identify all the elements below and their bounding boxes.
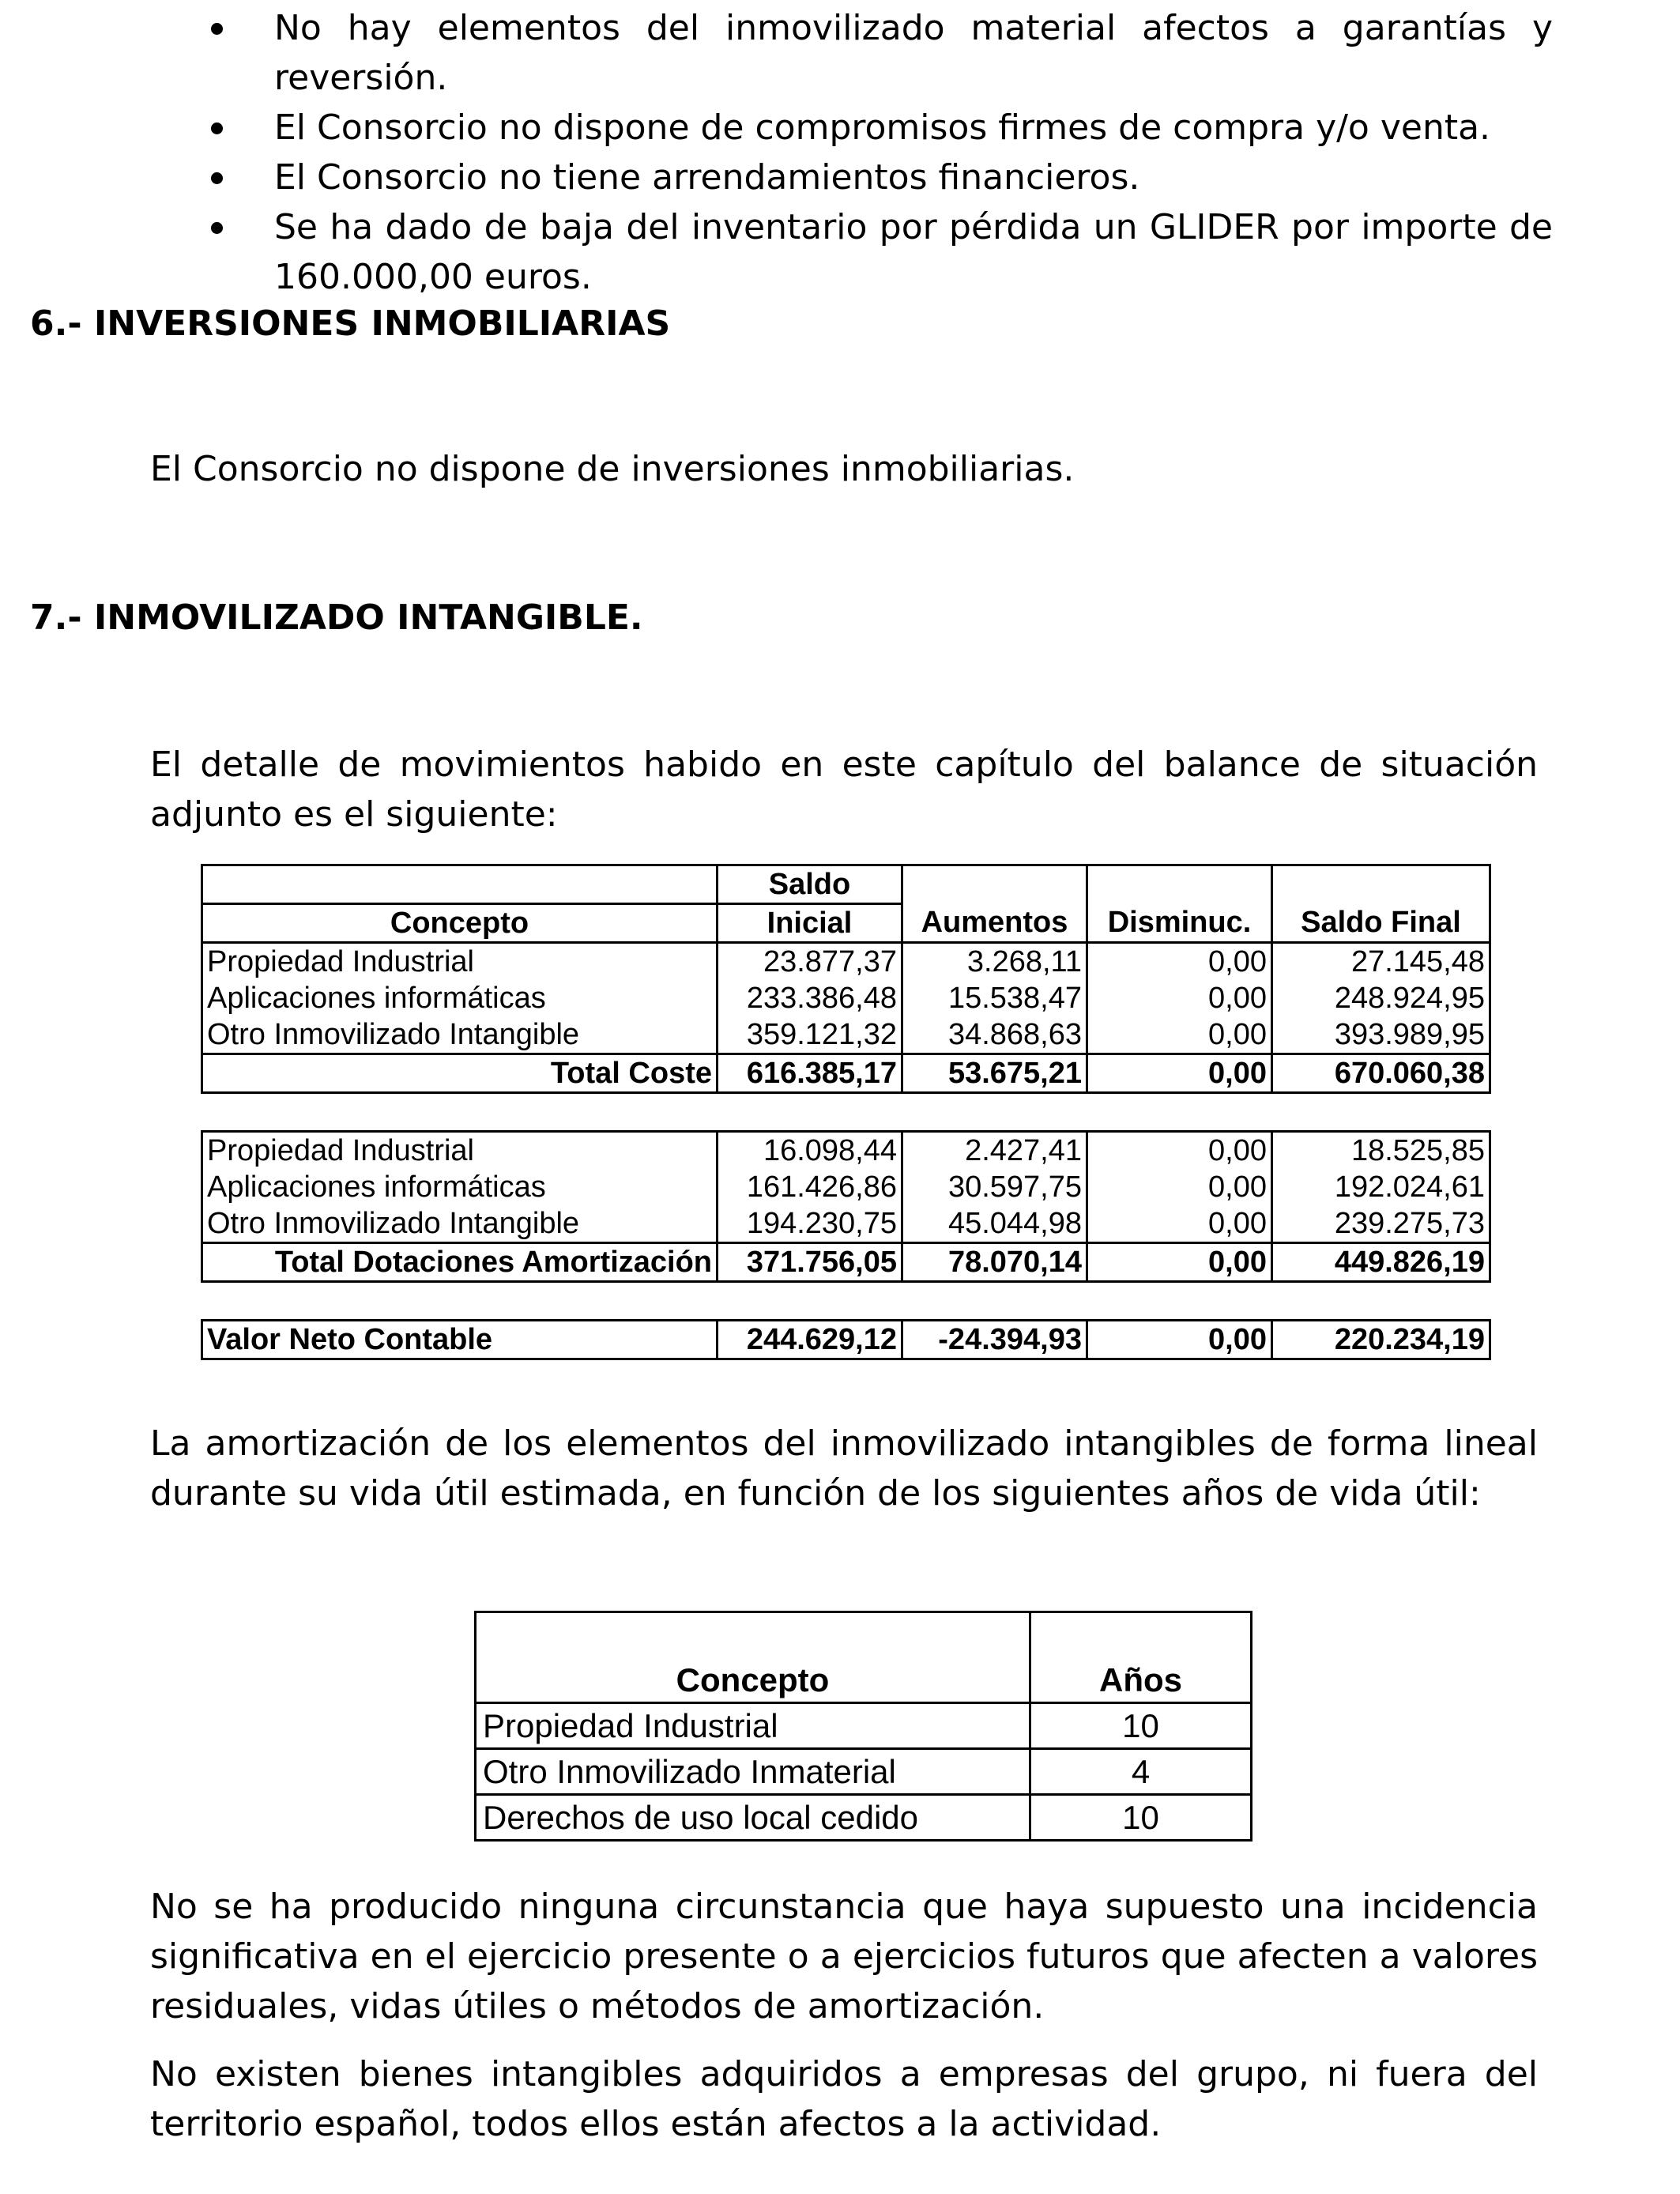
table-row: Aplicaciones informáticas 233.386,48 15.538,47 0,00 248.924,95 (202, 980, 1490, 1016)
valor-neto-row: Valor Neto Contable 244.629,12 -24.394,93 0,00 220.234,19 (202, 1321, 1490, 1359)
total-amortizacion-row: Total Dotaciones Amortización 371.756,05 78.070,14 0,00 449.826,19 (202, 1243, 1490, 1282)
list-item: No hay elementos del inmovilizado material afectos a garantías y reversión. (202, 3, 1553, 103)
spacer-row (202, 1093, 1490, 1132)
header-saldo-top: Saldo (718, 865, 902, 904)
header-saldo-final: Saldo Final (1272, 904, 1490, 943)
table-row: Otro Inmovilizado Inmaterial 4 (476, 1749, 1252, 1795)
table-row: Propiedad Industrial 16.098,44 2.427,41 0,00 18.525,85 (202, 1132, 1490, 1170)
table-row: Derechos de uso local cedido 10 (476, 1795, 1252, 1841)
header-saldo-inicial: Inicial (718, 904, 902, 943)
bullet-list (202, 3, 1553, 302)
section-7-intro: El detalle de movimientos habido en este capítulo del balance de situación adjunto es el siguiente: (150, 745, 1538, 835)
header-anos: Años (1030, 1612, 1252, 1703)
section-7-heading: 7.- INMOVILIZADO INTANGIBLE. (30, 598, 643, 638)
table-row: Otro Inmovilizado Intangible 194.230,75 45.044,98 0,00 239.275,73 (202, 1205, 1490, 1243)
useful-life-table (474, 1611, 1252, 1842)
header-disminuc: Disminuc. (1087, 904, 1272, 943)
table-row: Aplicaciones informáticas 161.426,86 30.597,75 0,00 192.024,61 (202, 1169, 1490, 1205)
list-item: El Consorcio no tiene arrendamientos financieros. (202, 153, 1553, 202)
table-row: Propiedad Industrial 23.877,37 3.268,11 0,00 27.145,48 (202, 943, 1490, 981)
header-row (476, 1612, 1252, 1703)
movements-table (201, 864, 1491, 1360)
spacer-row (202, 1282, 1490, 1321)
header-concepto: Concepto (202, 904, 718, 943)
section-6-text: El Consorcio no dispone de inversiones inmobiliarias. (150, 449, 1075, 489)
header-row-1 (202, 865, 1490, 904)
section-6-heading: 6.- INVERSIONES INMOBILIARIAS (30, 303, 671, 344)
list-item: El Consorcio no dispone de compromisos firmes de compra y/o venta. (202, 103, 1553, 153)
amortization-text: La amortización de los elementos del inmovilizado intangibles de forma lineal durante su vida útil estimada, en función de los siguientes años de vida útil: (150, 1423, 1538, 1514)
list-item: Se ha dado de baja del inventario por pérdida un GLIDER por importe de 160.000,00 euros. (202, 202, 1553, 302)
table-row: Otro Inmovilizado Intangible 359.121,32 34.868,63 0,00 393.989,95 (202, 1016, 1490, 1054)
paragraph-1: No se ha producido ninguna circunstancia que haya supuesto una incidencia significativa en el ejercicio presente o a ejercicios futuros que afecten a valores residuales, vidas útiles o métodos de amortización. (150, 1887, 1538, 2026)
header-aumentos: Aumentos (902, 904, 1087, 943)
header-row-2 (202, 904, 1490, 943)
header-concepto: Concepto (476, 1612, 1030, 1703)
total-coste-row: Total Coste 616.385,17 53.675,21 0,00 670.060,38 (202, 1054, 1490, 1093)
paragraph-2: No existen bienes intangibles adquiridos a empresas del grupo, ni fuera del territorio español, todos ellos están afectos a la actividad. (150, 2054, 1538, 2144)
table-row: Propiedad Industrial 10 (476, 1703, 1252, 1749)
